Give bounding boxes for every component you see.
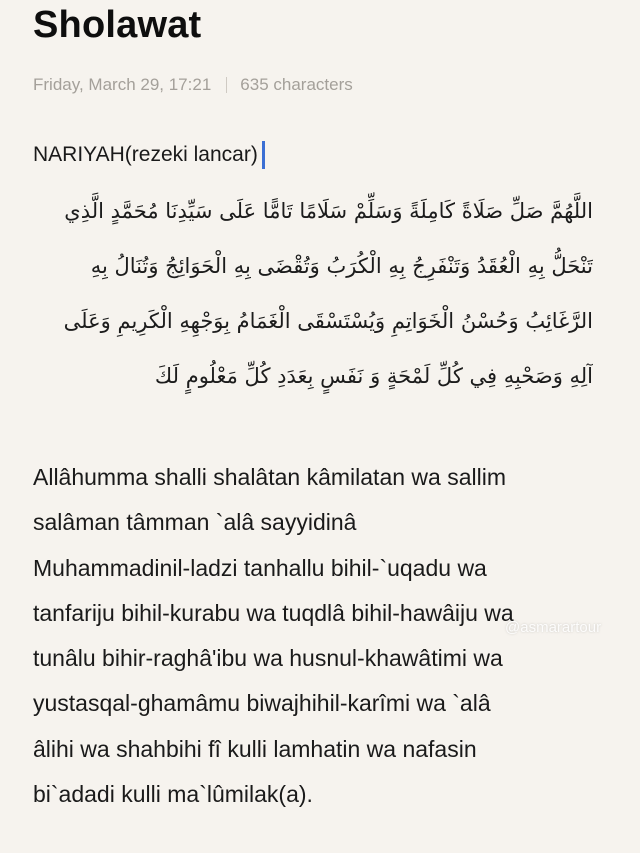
- note-editor[interactable]: [33, 138, 593, 404]
- meta-divider: [226, 77, 227, 93]
- note-date: Friday, March 29, 17:21: [33, 75, 212, 94]
- arabic-line[interactable]: اللَّهُمَّ صَلِّ صَلَاةً كَامِلَةً وَسَلِّمْ سَلَامًا تَامًّا عَلَى سَيِّدِنَا مُحَمَّدٍ الَّذِي: [64, 199, 593, 223]
- latin-line[interactable]: Muhammadinil-ladzi tanhallu bihil-`uqadu wa: [33, 554, 487, 581]
- note-heading[interactable]: NARIYAH(rezeki lancar): [33, 143, 258, 166]
- latin-line[interactable]: tunâlu bihir-raghâ'ibu wa husnul-khawâtimi wa: [33, 645, 503, 672]
- arabic-line[interactable]: تَنْحَلُّ بِهِ الْعُقَدُ وَتَنْفَرِجُ بِهِ الْكُرَبُ وَتُقْضَى بِهِ الْحَوَائِجُ وَتُنَالُ بِهِ: [90, 254, 593, 278]
- character-count: 635 characters: [240, 75, 353, 94]
- latin-line[interactable]: bi`adadi kulli ma`lûmilak(a).: [33, 781, 313, 808]
- latin-line[interactable]: Allâhumma shalli shalâtan kâmilatan wa sallim: [33, 464, 506, 490]
- note-title[interactable]: Sholawat: [33, 4, 202, 46]
- arabic-line[interactable]: آلِهِ وَصَحْبِهِ فِي كُلِّ لَمْحَةٍ وَ نَفَسٍ بِعَدَدِ كُلِّ مَعْلُومٍ لَكَ: [154, 364, 593, 388]
- arabic-text-block[interactable]: [33, 184, 593, 404]
- arabic-line[interactable]: الرَّغَائِبُ وَحُسْنُ الْخَوَاتِمِ وَيُسْتَسْقَى الْغَمَامُ بِوَجْهِهِ الْكَرِيمِ وَعَلَى: [63, 309, 593, 333]
- latin-line[interactable]: tanfariju bihil-kurabu wa tuqdlâ bihil-hawâiju wa: [33, 599, 514, 626]
- latin-text-block[interactable]: [33, 455, 613, 817]
- text-cursor: [262, 141, 265, 169]
- latin-line[interactable]: salâman tâmman `alâ sayyidinâ: [33, 509, 357, 536]
- latin-line[interactable]: yustasqal-ghamâmu biwajhihil-karîmi wa `alâ: [33, 690, 491, 717]
- latin-line[interactable]: âlihi wa shahbihi fî kulli lamhatin wa nafasin: [33, 735, 477, 762]
- note-meta: [33, 75, 353, 95]
- heading-line[interactable]: [33, 138, 593, 172]
- watermark: @asmarartour: [505, 619, 602, 636]
